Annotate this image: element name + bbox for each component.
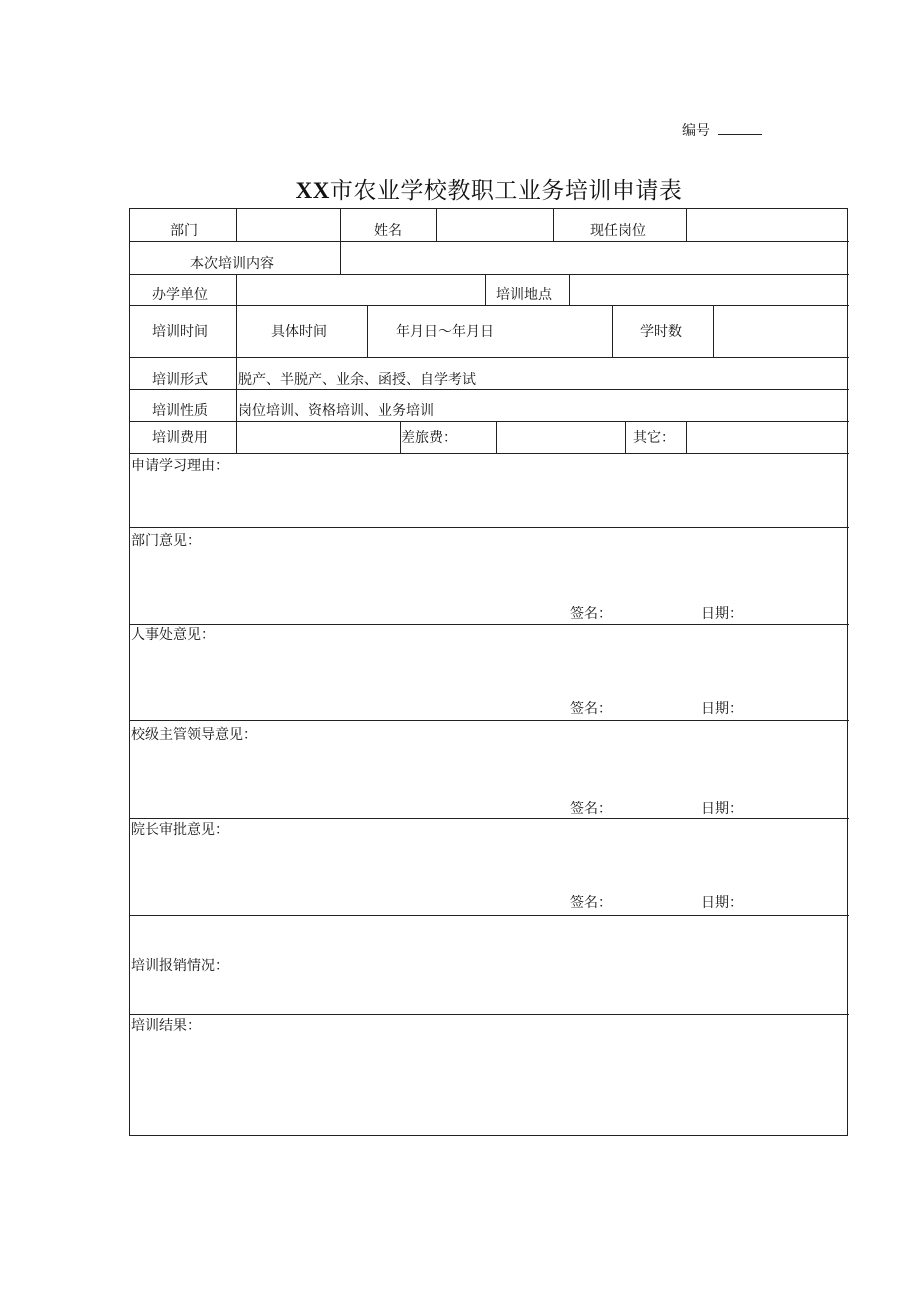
row-divider — [130, 720, 849, 721]
col-divider — [612, 305, 613, 357]
row-divider — [130, 357, 849, 358]
col-divider — [340, 209, 341, 241]
col-divider — [553, 209, 554, 241]
school-field[interactable] — [237, 275, 484, 304]
serial-label: 编号 — [682, 123, 710, 139]
dept-date-label: 日期： — [701, 606, 743, 622]
other-field[interactable] — [687, 422, 847, 452]
serial-blank[interactable] — [718, 122, 762, 135]
form-label: 培训形式 — [152, 372, 208, 388]
row-divider — [130, 915, 849, 916]
dean-opinion-label: 院长审批意见： — [131, 822, 229, 838]
row-divider — [130, 453, 849, 454]
row-divider — [130, 624, 849, 625]
serial-number — [682, 120, 762, 140]
leader-date-label: 日期： — [701, 801, 743, 817]
dept-opinion-label: 部门意见： — [131, 533, 201, 549]
hours-field[interactable] — [714, 306, 847, 356]
result-label: 培训结果： — [131, 1018, 201, 1034]
position-label: 现任岗位 — [590, 223, 646, 239]
dean-sign-label: 签名： — [570, 895, 612, 911]
hr-sign-label: 签名： — [570, 701, 612, 717]
content-field[interactable] — [341, 242, 847, 273]
col-divider — [367, 305, 368, 357]
other-label: 其它： — [633, 430, 675, 446]
dean-date-label: 日期： — [701, 895, 743, 911]
reimburse-label: 培训报销情况： — [131, 958, 229, 974]
dept-label: 部门 — [170, 223, 198, 239]
title-text: 市农业学校教职工业务培训申请表 — [329, 178, 683, 204]
time-label: 培训时间 — [152, 324, 208, 340]
location-label: 培训地点 — [496, 287, 552, 303]
fee-label: 培训费用 — [152, 430, 208, 446]
content-label: 本次培训内容 — [190, 256, 274, 272]
col-divider — [485, 274, 486, 305]
page-title — [0, 172, 920, 205]
form-options[interactable]: 脱产、半脱产、业余、函授、自学考试 — [238, 372, 476, 388]
reason-label: 申请学习理由： — [131, 458, 229, 474]
row-divider — [130, 1014, 849, 1015]
col-divider — [625, 421, 626, 453]
location-field[interactable] — [570, 275, 847, 304]
title-prefix: XX — [295, 178, 330, 203]
row-divider — [130, 389, 849, 390]
hr-date-label: 日期： — [701, 701, 743, 717]
row-divider — [130, 818, 849, 819]
school-label: 办学单位 — [152, 287, 208, 303]
fee-field[interactable] — [237, 422, 399, 452]
nature-label: 培训性质 — [152, 403, 208, 419]
hours-label: 学时数 — [640, 324, 682, 340]
hr-opinion-label: 人事处意见： — [131, 627, 215, 643]
result-field[interactable] — [131, 1035, 847, 1135]
row-divider — [130, 527, 849, 528]
date-range-text[interactable]: 年月日～年月日 — [396, 324, 494, 340]
leader-sign-label: 签名： — [570, 801, 612, 817]
travel-field[interactable] — [497, 422, 624, 452]
col-divider — [236, 305, 237, 357]
position-field[interactable] — [687, 210, 847, 240]
application-form — [129, 208, 848, 1136]
dept-field[interactable] — [237, 210, 339, 240]
reason-field[interactable] — [131, 475, 847, 526]
name-label: 姓名 — [374, 223, 402, 239]
leader-opinion-label: 校级主管领导意见： — [131, 727, 257, 743]
col-divider — [236, 357, 237, 421]
dept-sign-label: 签名： — [570, 606, 612, 622]
name-field[interactable] — [437, 210, 552, 240]
travel-label: 差旅费： — [401, 430, 457, 446]
nature-options[interactable]: 岗位培训、资格培训、业务培训 — [238, 403, 434, 419]
specific-time-label: 具体时间 — [271, 324, 327, 340]
